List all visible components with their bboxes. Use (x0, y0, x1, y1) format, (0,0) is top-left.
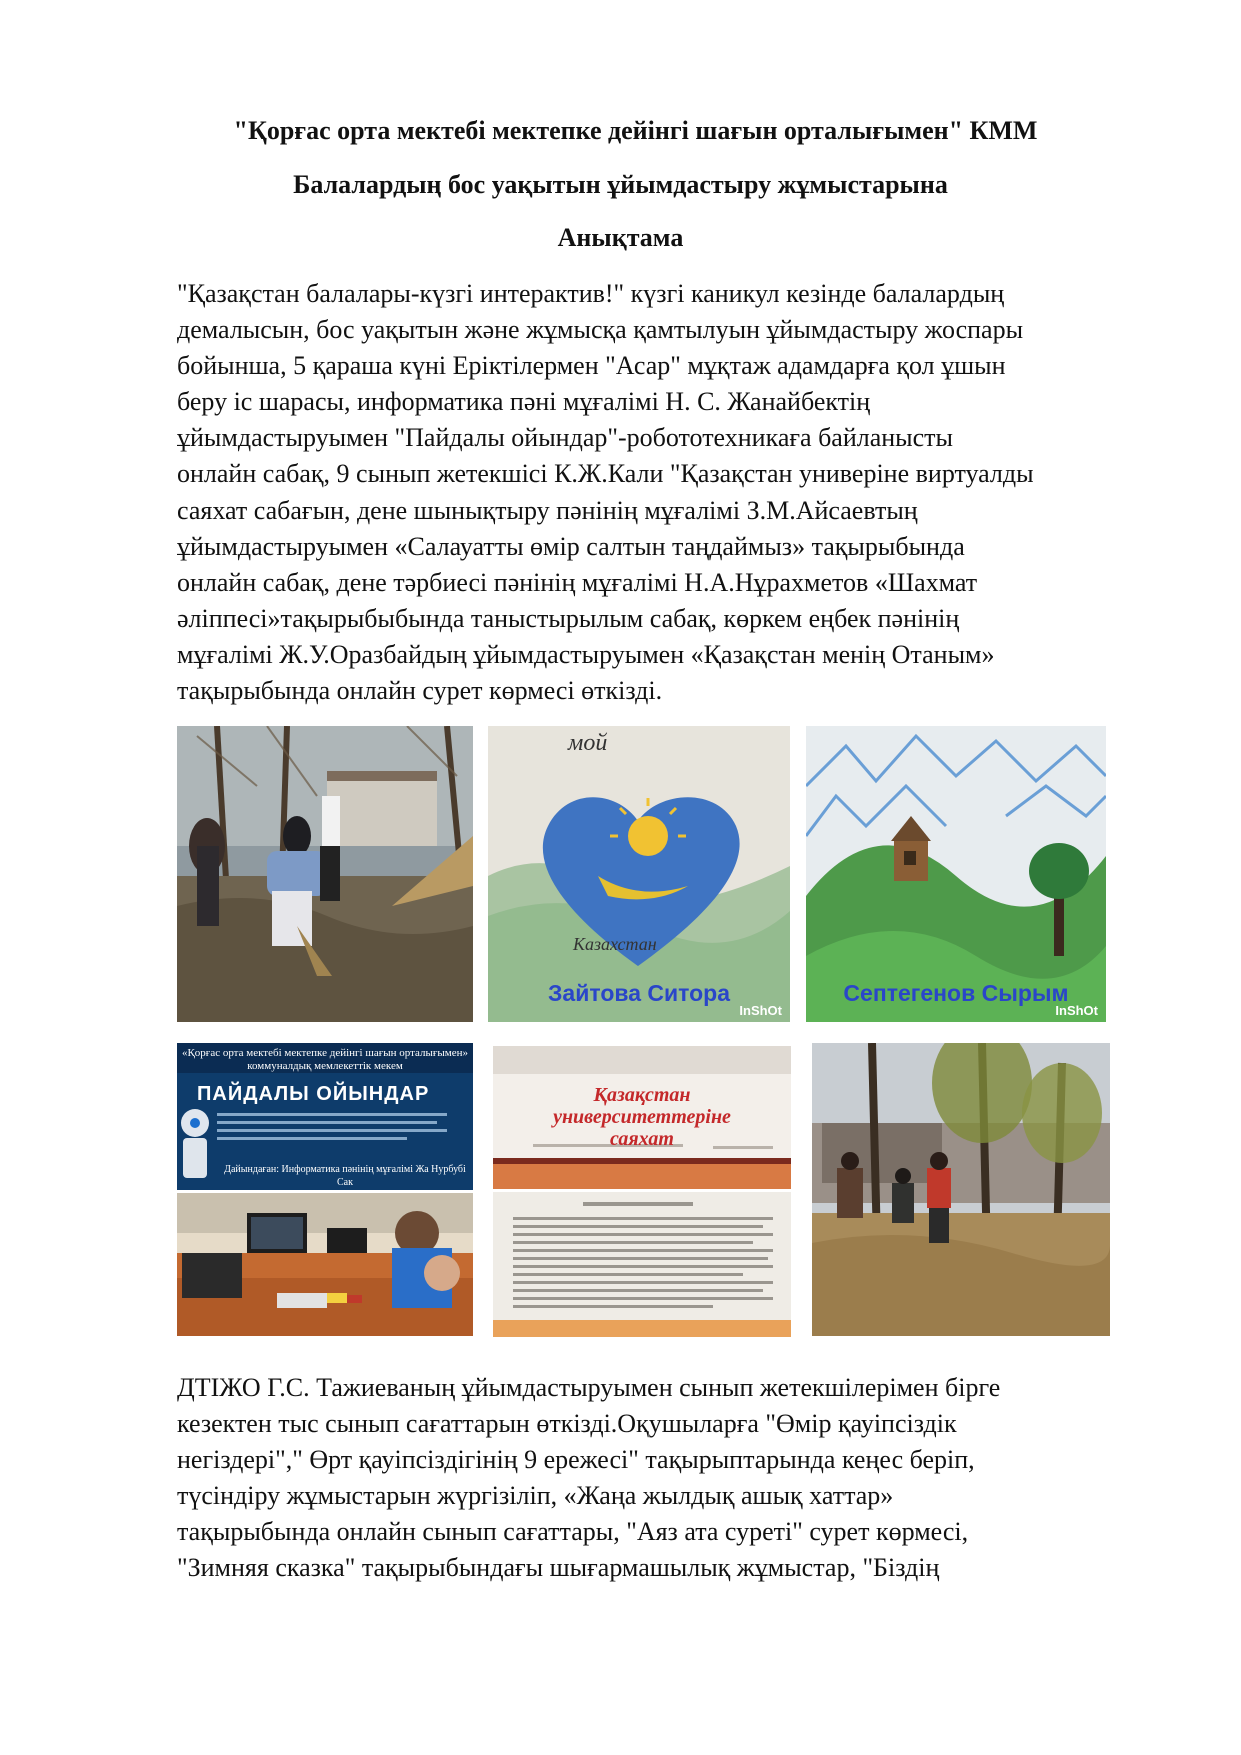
paragraph-1-line: беру іс шарасы, информатика пәні мұғалімі Н. С. Жанайбектің (177, 387, 871, 417)
paragraph-2-line: тақырыбында онлайн сынып сағаттары, "Аяз ата суреті" сурет көрмесі, (177, 1517, 969, 1547)
photo-computer-class (177, 1193, 473, 1336)
paragraph-2-line: ДТІЖО Г.С. Тажиеваның ұйымдастыруымен сынып жетекшілерімен бірге (177, 1373, 1001, 1402)
card-title-line-3: саяхат (610, 1128, 674, 1150)
slide-title-text: ПАЙДАЛЫ ОЙЫНДАР (197, 1083, 430, 1105)
drawing-hills-author: Септегенов Сырым (843, 980, 1069, 1006)
paragraph-1-line: онлайн сабақ, дене тәрбиесі пәнінің мұғалімі Н.А.Нұрахметов «Шахмат (177, 567, 978, 597)
paragraph-1-line: бойынша, 5 қараша күні Еріктілермен "Асар" мұқтаж адамдарға қол ұшын (177, 351, 1006, 381)
slide-header-text: «Қорғас орта мектебі мектепке дейінгі шағын орталығымен» коммуналдық мемлекеттік мекем (181, 1047, 469, 1072)
paragraph-2-line: кезектен тыс сынып сағаттарын өткізді.Оқушыларға "Өмір қауіпсіздік (177, 1409, 957, 1439)
paragraph-2 (177, 1370, 1157, 1587)
paragraph-1-line: демалысын, бос уақытын және жұмысқа қамтылуын ұйымдастыру жоспары (177, 315, 1024, 345)
photo-volunteers-sweeping (177, 726, 473, 1022)
paragraph-2-line: негіздері"," Өрт қауіпсіздігінің 9 ережесі" тақырыптарында кеңес беріп, (177, 1445, 975, 1475)
drawing-heart-caption: Казахстан (573, 934, 657, 954)
paragraph-1-line: тақырыбында онлайн сурет көрмесі өткізді. (177, 676, 663, 706)
watermark-label: InShOt (1055, 1003, 1098, 1018)
watermark-label: InShOt (739, 1003, 782, 1018)
document-type: Анықтама (557, 223, 684, 252)
paragraph-1 (177, 276, 1157, 709)
drawing-heart-author: Зайтова Ситора (548, 980, 730, 1006)
card-title-line-2: университеттеріне (553, 1106, 731, 1128)
paragraph-1-line: ұйымдастыруымен «Салауатты өмір салтын таңдаймыз» тақырыбында (177, 531, 965, 561)
paragraph-2-line: "Зимняя сказка" тақырыбындағы шығармашылық жұмыстар, "Біздің (177, 1553, 940, 1583)
photo-drawing-heart (488, 726, 790, 1022)
paragraph-1-line: ұйымдастыруымен "Пайдалы ойындар"-робототехникаға байланысты (177, 423, 954, 453)
photo-card-university (493, 1046, 791, 1189)
photo-drawing-hills (806, 726, 1106, 1022)
paragraph-1-line: әліппесі»тақырыбыбында таныстырылым сабақ, көркем еңбек пәнінің (177, 603, 960, 633)
card-title-line-1: Қазақстан (593, 1084, 691, 1106)
photo-document-page (493, 1192, 791, 1337)
paragraph-1-line: саяхат сабағын, дене шынықтыру пәнінің мұғалімі З.М.Айсаевтың (177, 495, 918, 525)
paragraph-1-line: онлайн сабақ, 9 сынып жетекшісі К.Ж.Кали "Қазақстан универіне виртуалды (177, 459, 1034, 489)
paragraph-2-line: түсіндіру жұмыстарын жүргізіліп, «Жаңа жылдық ашық хаттар» (177, 1481, 894, 1511)
photo-volunteers-planting (812, 1043, 1110, 1336)
paragraph-1-line: "Қазақстан балалары-күзгі интерактив!" күзгі каникул кезінде балалардың (177, 279, 1005, 308)
drawing-heart-word: мой (568, 730, 608, 756)
document-title: "Қорғас орта мектебі мектепке дейінгі шағын орталығымен" КММ (233, 116, 1038, 145)
slide-footer-text: Дайындаған: Информатика пәнінің мұғалімі Жа Нурбубі Сак (224, 1164, 466, 1188)
paragraph-1-line: мұғалімі Ж.У.Оразбайдың ұйымдастыруымен «Қазақстан менің Отаным» (177, 639, 995, 669)
photo-slide-robotics (177, 1043, 473, 1190)
document-subtitle: Балалардың бос уақытын ұйымдастыру жұмыстарына (293, 170, 948, 199)
